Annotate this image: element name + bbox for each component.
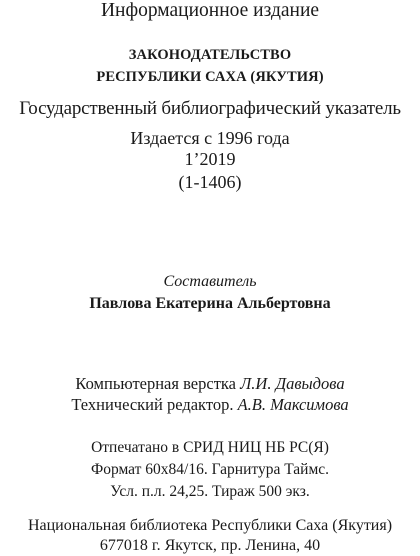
printing-run: Усл. п.л. 24,25. Тираж 500 экз. bbox=[110, 483, 310, 500]
compiler-label: Составитель bbox=[163, 273, 257, 290]
credit-technical-editor bbox=[0, 397, 420, 414]
printing-house: Отпечатано в СРИД НИЦ НБ РС(Я) bbox=[91, 439, 329, 456]
credit-role: Технический редактор. bbox=[71, 395, 234, 414]
document-title-line-1: ЗАКОНОДАТЕЛЬСТВО bbox=[128, 47, 292, 63]
published-since: Издается с 1996 года bbox=[130, 128, 290, 148]
entry-number-range: (1-1406) bbox=[178, 172, 242, 192]
document-subtitle: Государственный библиографический указатель bbox=[19, 98, 401, 119]
library-address: 677018 г. Якутск, пр. Ленина, 40 bbox=[99, 537, 321, 554]
document-title-line-2: РЕСПУБЛИКИ САХА (ЯКУТИЯ) bbox=[96, 69, 324, 85]
printing-format: Формат 60х84/16. Гарнитура Таймс. bbox=[90, 461, 330, 478]
compiler-name: Павлова Екатерина Альбертовна bbox=[89, 295, 331, 312]
issue-number: 1’2019 bbox=[184, 149, 236, 169]
credit-role: Компьютерная верстка bbox=[75, 374, 236, 393]
library-name: Национальная библиотека Республики Саха (Якутия) bbox=[27, 517, 393, 534]
credit-layout bbox=[0, 376, 420, 393]
credit-person: А.В. Максимова bbox=[237, 395, 349, 414]
edition-type: Информационное издание bbox=[100, 0, 320, 21]
credit-person: Л.И. Давыдова bbox=[240, 374, 345, 393]
